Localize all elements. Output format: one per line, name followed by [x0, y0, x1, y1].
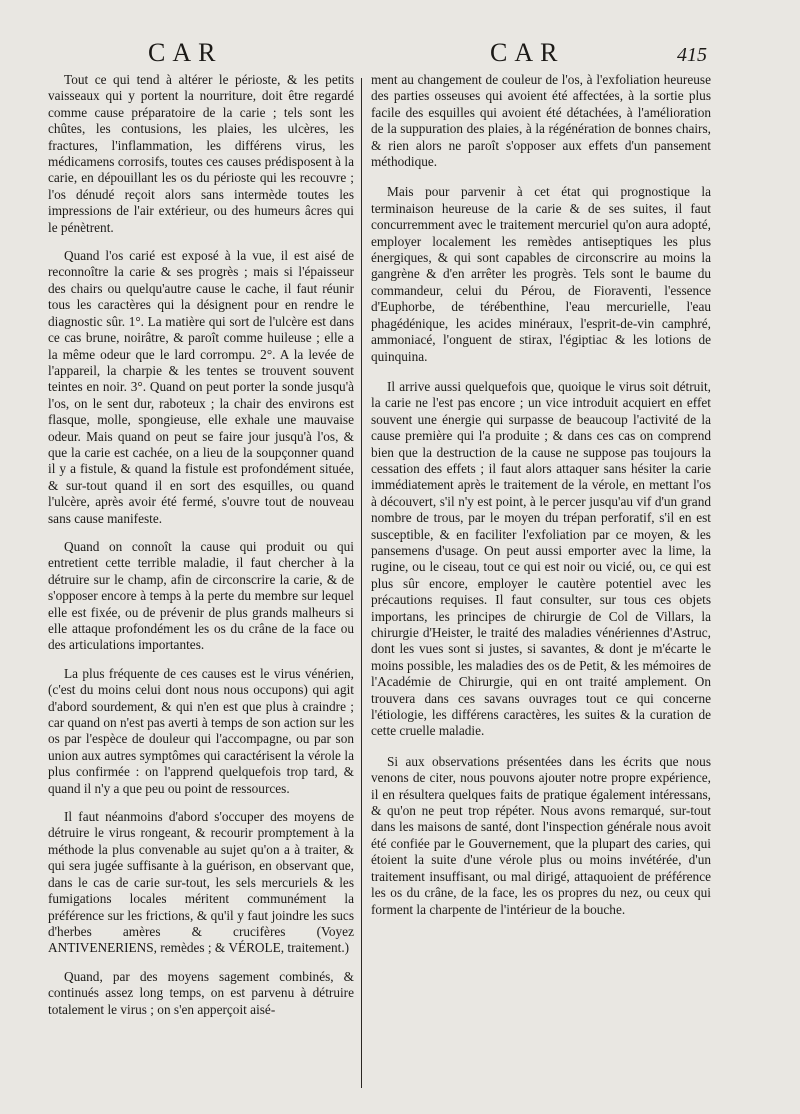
paragraph: Quand on connoît la cause qui produit ou qui entretient cette terrible maladie, il faut chercher à la détruire sur le champ, afin de circonscrire la carie, & de s'opposer encore à temps à la perte du membre sur lequel elle est fixée, ou de prévenir de plus grands malheurs si elle attaque profondément les os du crâne de la face ou des articulations importantes.	[48, 538, 354, 653]
paragraph: Quand l'os carié est exposé à la vue, il est aisé de reconnoître la carie & ses progrès ; mais si l'épaisseur des chairs ou quelqu'autre cause le cache, il faut réunir tous les caractères qui la désignent pour en rendre le diagnostic sûr. 1°. La matière qui sort de l'ulcère est dans ce cas brune, noirâtre, & paroît comme huileuse ; elle a la même odeur que le lard corrompu. 2°. A la levée de l'appareil, la charpie & les tentes se trouvent souvent teintes en noir. 3°. Quand on peut porter la sonde jusqu'à l'os, on le sent dur, raboteux ; la chair des environs est flasque, molle, spongieuse, elle exhale une mauvaise odeur. Mais quand on peut se faire jour jusqu'à l'os, & que la carie est cachée, on a lieu de la soupçonner quand il y a fistule, & quand la fistule est profondément située, & sur-tout quand il en sort des esquilles, ou quand l'ulcère, après avoir été fermé, s'ouvre tout de nouveau sans cause manifeste.	[48, 248, 354, 526]
right-running-title: CAR	[490, 38, 565, 67]
paragraph: Si aux observations présentées dans les écrits que nous venons de citer, nous pouvons ajouter notre propre expérience, il en résultera quelques faits de pratique également intéressans, & qu'on ne peut trop répéter. Nous avons remarqué, sur-tout dans les maisons de santé, dont l'inspection générale nous avoit été confiée par le Gouvernement, que la plupart des caries, qui étoient la suite d'une vérole plus ou moins invétérée, d'un traitement insuffisant, ou mal dirigé, attaquoient de préférence les os du crâne, de la face, les os propres du nez, ou ceux qui forment la charpente de l'intérieur de la bouche.	[371, 753, 711, 917]
left-column	[48, 72, 354, 1018]
page-number: 415	[677, 44, 707, 66]
paragraph: Quand, par des moyens sagement combinés, & continués assez long temps, on est parvenu à détruire totalement le virus ; on s'en apperçoit aisé-	[48, 968, 354, 1017]
right-column	[371, 72, 711, 918]
paragraph-continued: ment au changement de couleur de l'os, à l'exfoliation heureuse des parties osseuses qui avoient été affectées, à la sortie plus facile des esquilles qui avoient été détachées, à l'amélioration de la suppuration des plaies, à la régénération de bonnes chairs, & rien alors ne paroît s'opposer aux effets d'un pansement méthodique.	[371, 72, 711, 170]
column-divider	[361, 78, 362, 1088]
paragraph: Tout ce qui tend à altérer le périoste, & les petits vaisseaux qui y portent la nourriture, doit être regardé comme cause préparatoire de la carie ; tels sont les chûtes, les contusions, les plaies, les ulcères, les fractures, l'inflammation, les différens virus, les médicamens corrosifs, toutes ces causes prédisposent à la carie, en dépouillant les os du périoste qui les recouvre ; l'os dénudé reçoit alors sans intermède toutes les impressions de l'air extérieur, ou des humeurs âcres qui le pénètrent.	[48, 72, 354, 235]
paragraph: Mais pour parvenir à cet état qui prognostique la terminaison heureuse de la carie & de ses suites, il faut concurremment avec le traitement mercuriel qu'on aura adopté, employer localement les remèdes antiseptiques les plus énergiques, & qui sont capables de circonscrire au moins la gangrène & d'en arrêter les progrès. Tels sont le baume du commandeur, celui du Pérou, de Fioraventi, l'essence d'Euphorbe, de térébenthine, l'eau mercurielle, l'eau phagédénique, les acides minéraux, l'esprit-de-vin camphré, ammoniacé, l'onguent de stirax, l'égiptiac & les lotions de quinquina.	[371, 184, 711, 364]
paragraph: Il faut néanmoins d'abord s'occuper des moyens de détruire le virus rongeant, & recourir promptement à la méthode la plus convenable au sujet qu'on a à traiter, & qui sera jugée suffisante à la guérison, en observant que, dans le cas de carie sur-tout, les sels mercuriels & les fumigations locales méritent communément la préférence sur les frictions, & qu'il y faut joindre les sucs d'herbes amères & crucifères (Voyez ANTIVENERIENS, remèdes ; & VÉROLE, traitement.)	[48, 809, 354, 956]
left-running-title: CAR	[148, 38, 223, 67]
paragraph: La plus fréquente de ces causes est le virus vénérien, (c'est du moins celui dont nous nous occupons) qui agit d'abord sourdement, & qui n'en est que plus à craindre ; car quand on n'est pas averti à temps de son action sur les os par l'espèce de douleur qui l'accompagne, ou par son union aux autres symptômes qui caractérisent la vérole la plus confirmée : on l'apprend quelquefois trop tard, & quand il n'y a que peu ou point de ressources.	[48, 665, 354, 796]
paragraph: Il arrive aussi quelquefois que, quoique le virus soit détruit, la carie ne l'est pas encore ; un vice introduit acquiert en effet souvent une énergie qui surpasse de beaucoup l'activité de la cause première qui l'a produite ; & dans ces cas on comprend bien que la destruction de la cause ne suppose pas toujours la cessation des effets ; il faut alors attaquer sans hésiter la carie immédiatement après le traitement de la vérole, en mettant l'os à découvert, s'il n'y est point, à le percer jusqu'au vif d'un grand nombre de trous, par le moyen du trépan perforatif, s'il en est susceptible, & en faciliter l'exfoliation par ce moyen, & les pansemens d'usage. On peut aussi emporter avec la lime, la rugine, ou le ciseau, tout ce qui est noir ou vicié, ou, ce qui est plus sûr encore, employer le cautère potentiel avec les précautions requises. Il faut consulter, sur tous ces objets importans, les principes de chirurgie de Col de Villars, la chirurgie d'Heister, le traité des maladies vénériennes d'Astruc, dont les vues sont si justes, si savantes, & dont je m'écarte le moins possible, les maladies des os de Petit, & les mémoires de l'Académie de Chirurgie, qui en ont traité amplement. On trouvera dans ces savans ouvrages tout ce qui concerne l'étiologie, les différens caractères, les suites & la curation de cette cruelle maladie.	[371, 378, 711, 739]
